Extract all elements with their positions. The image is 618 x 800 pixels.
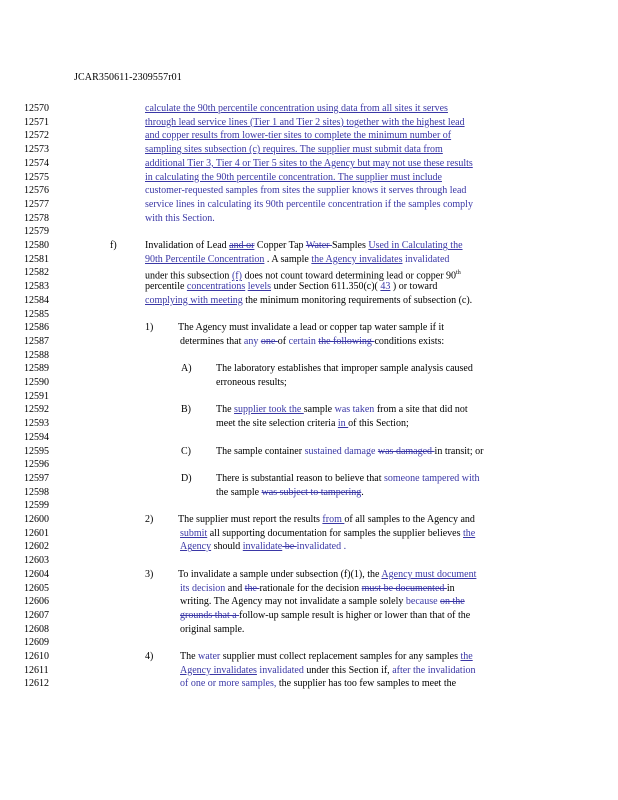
line-text xyxy=(180,527,475,541)
document-line xyxy=(0,664,618,678)
line-number: 12595 xyxy=(24,445,49,457)
line-number: 12578 xyxy=(24,212,49,224)
text-run: water xyxy=(198,651,221,662)
document-line xyxy=(0,417,618,431)
text-run: invalidated xyxy=(402,253,450,265)
line-number: 12570 xyxy=(24,103,49,114)
document-line xyxy=(0,403,618,417)
line-text xyxy=(178,568,476,582)
document-line xyxy=(0,472,618,486)
line-text xyxy=(145,253,449,267)
document-line xyxy=(0,445,618,459)
line-text xyxy=(145,239,463,253)
text-run: in calculating the 90th percentile concentration. The supplier must include xyxy=(145,171,442,183)
line-number: 12597 xyxy=(24,472,49,484)
text-run: all supporting documentation for samples the supplier believes xyxy=(207,527,464,539)
text-run: original sample. xyxy=(180,623,245,635)
line-text xyxy=(145,157,473,171)
line-text xyxy=(145,212,215,226)
document-line xyxy=(0,582,618,596)
line-number: 12611 xyxy=(24,664,49,676)
text-run: Agency must document xyxy=(381,568,477,580)
document-line xyxy=(0,184,618,198)
document-line xyxy=(0,335,618,349)
text-run: sample xyxy=(303,404,335,416)
text-run: concentrations xyxy=(186,281,246,293)
text-run: The sample container xyxy=(216,445,305,457)
line-number: 12591 xyxy=(24,390,49,402)
text-run: The xyxy=(180,651,199,662)
text-run: Copper Tap xyxy=(254,240,306,251)
item-label: 1) xyxy=(145,322,154,334)
document-line xyxy=(0,554,618,568)
line-text xyxy=(178,513,475,527)
document-line xyxy=(0,157,618,171)
text-run: certain xyxy=(288,335,316,347)
text-run: complying with meeting xyxy=(145,294,243,306)
line-number: 12579 xyxy=(24,226,49,238)
document-line xyxy=(0,568,618,582)
document-line xyxy=(0,212,618,226)
document-line xyxy=(0,280,618,294)
item-label: 3) xyxy=(145,568,154,580)
document-line xyxy=(0,623,618,637)
line-text xyxy=(180,335,444,349)
line-number: 12598 xyxy=(24,486,49,498)
item-label: C) xyxy=(181,445,191,457)
document-line xyxy=(0,362,618,376)
line-text xyxy=(216,472,480,486)
line-number: 12583 xyxy=(24,281,49,293)
line-number: 12589 xyxy=(24,363,49,375)
document-line xyxy=(0,527,618,541)
text-run: was taken xyxy=(334,404,375,416)
text-run: invalidated . xyxy=(296,541,347,553)
line-text xyxy=(145,143,443,157)
document-line xyxy=(0,499,618,513)
text-run: There is substantial reason to believe that xyxy=(216,472,385,484)
line-text xyxy=(145,198,473,212)
line-text xyxy=(216,376,287,390)
line-number: 12581 xyxy=(24,253,49,265)
text-run: from a site that did not xyxy=(374,404,468,416)
text-run: invalidated xyxy=(256,664,304,676)
line-number: 12608 xyxy=(24,623,49,635)
text-run: under this Section if, xyxy=(303,664,393,676)
line-number: 12600 xyxy=(24,514,49,525)
line-text xyxy=(216,403,468,417)
line-text xyxy=(180,677,456,691)
text-run: and or xyxy=(229,240,255,251)
line-number: 12586 xyxy=(24,322,49,334)
line-number: 12592 xyxy=(24,404,49,416)
document-line xyxy=(0,677,618,691)
document-line xyxy=(0,116,618,130)
line-text xyxy=(180,540,346,554)
text-run: writing. The Agency may not invalidate a sample solely xyxy=(180,596,406,608)
document-line xyxy=(0,376,618,390)
document-line xyxy=(0,321,618,335)
text-run: the following xyxy=(318,335,375,347)
line-text xyxy=(145,184,466,198)
text-run: of one or more samples, xyxy=(180,678,277,690)
line-number: 12609 xyxy=(24,637,49,649)
text-run: the xyxy=(244,582,260,594)
text-run: sustained damage xyxy=(304,445,376,457)
text-run: the xyxy=(460,651,473,662)
text-run: under this subsection xyxy=(145,270,232,282)
text-run: the xyxy=(463,527,476,539)
text-run: To invalidate a sample under subsection (f)(1), the xyxy=(178,568,382,580)
text-run: rationale for the decision xyxy=(259,582,362,594)
line-number: 12610 xyxy=(24,651,49,662)
text-run: in xyxy=(446,582,455,594)
text-run: 90th Percentile Concentration xyxy=(145,253,265,265)
text-run: was subject to tampering xyxy=(261,486,362,498)
line-text xyxy=(145,171,442,185)
text-run: Agency xyxy=(180,541,212,553)
line-number: 12605 xyxy=(24,582,49,594)
line-number: 12585 xyxy=(24,308,49,320)
document-line xyxy=(0,198,618,212)
document-line xyxy=(0,513,618,527)
text-run: The xyxy=(216,404,235,416)
text-run: erroneous results; xyxy=(216,377,287,388)
line-number: 12577 xyxy=(24,198,49,210)
text-run: supplier took the xyxy=(234,404,304,416)
text-run: th xyxy=(456,270,461,277)
document-line xyxy=(0,650,618,664)
text-run: through lead service lines (Tier 1 and Tier 2 sites) together with the highest lead xyxy=(145,116,465,128)
document-header: JCAR350611-2309557r01 xyxy=(74,72,182,83)
item-label: f) xyxy=(110,240,117,251)
text-run: customer-requested samples from sites the supplier knows it serves through lead xyxy=(145,185,467,197)
text-run: on the xyxy=(440,596,465,608)
line-number: 12602 xyxy=(24,541,49,553)
text-run: Invalidation of Lead xyxy=(145,240,230,251)
text-run: must be documented xyxy=(361,582,447,594)
text-run: follow-up sample result is higher or lower than that of the xyxy=(239,609,471,621)
text-run: one xyxy=(260,335,278,347)
text-run: determines that xyxy=(180,335,244,347)
text-run: (f) xyxy=(231,270,242,282)
line-text xyxy=(180,650,473,664)
line-number: 12607 xyxy=(24,609,49,621)
text-run: any xyxy=(243,335,259,347)
line-text xyxy=(216,362,473,376)
text-run: be xyxy=(282,541,297,553)
text-run: someone tampered with xyxy=(384,472,480,484)
line-number: 12594 xyxy=(24,431,49,443)
line-text xyxy=(216,486,364,500)
line-number: 12612 xyxy=(24,678,49,690)
item-label: 2) xyxy=(145,514,154,525)
document-line xyxy=(0,349,618,363)
text-run: submit xyxy=(180,527,208,539)
line-text xyxy=(145,129,451,143)
document-line xyxy=(0,102,618,116)
document-line xyxy=(0,540,618,554)
text-run: conditions exists: xyxy=(374,335,445,347)
text-run: in transit; or xyxy=(434,445,484,457)
line-text xyxy=(145,116,465,130)
document-line xyxy=(0,294,618,308)
line-number: 12601 xyxy=(24,527,49,539)
text-run: Agency invalidates xyxy=(180,664,257,676)
text-run: of this Section; xyxy=(348,418,409,430)
line-text xyxy=(178,321,444,335)
line-number: 12588 xyxy=(24,349,49,361)
line-number: 12584 xyxy=(24,294,49,306)
line-number: 12573 xyxy=(24,144,49,156)
text-run: . xyxy=(361,486,364,498)
line-number: 12571 xyxy=(24,116,49,128)
text-run: . A sample xyxy=(264,253,312,265)
text-run: from xyxy=(322,514,345,525)
document-line xyxy=(0,239,618,253)
line-number: 12580 xyxy=(24,240,49,251)
line-text xyxy=(145,294,472,308)
document-line xyxy=(0,308,618,322)
text-run: service lines in calculating its 90th percentile concentration if the samples comply xyxy=(145,198,473,210)
text-run: additional Tier 3, Tier 4 or Tier 5 sites to the Agency but may not use these results xyxy=(145,157,473,169)
text-run: 43 xyxy=(380,281,391,293)
text-run: grounds that a xyxy=(180,609,240,621)
line-number: 12572 xyxy=(24,130,49,142)
text-run: percentile xyxy=(145,281,187,293)
line-number: 12587 xyxy=(24,335,49,347)
text-run: The laboratory establishes that improper sample analysis caused xyxy=(216,363,473,375)
text-run: calculate the 90th percentile concentration using data from all sites it serves xyxy=(145,103,448,114)
text-run: of all samples to the Agency and xyxy=(344,514,475,525)
line-number: 12593 xyxy=(24,418,49,430)
line-number: 12604 xyxy=(24,568,49,580)
document-line xyxy=(0,225,618,239)
document-line xyxy=(0,253,618,267)
text-run: of xyxy=(277,335,289,347)
item-label: D) xyxy=(181,472,192,484)
text-run: its decision xyxy=(180,582,226,594)
text-run: under Section 611.350(c)( xyxy=(271,281,381,293)
item-label: 4) xyxy=(145,651,154,662)
text-run: Water xyxy=(305,240,332,251)
line-number: 12576 xyxy=(24,185,49,197)
text-run: the sample xyxy=(216,486,262,498)
text-run: after the invalidation xyxy=(392,664,476,676)
line-text xyxy=(180,609,470,623)
text-run: sampling sites subsection (c) requires. The supplier must submit data from xyxy=(145,144,443,156)
line-text xyxy=(180,623,244,637)
text-run: ) or toward xyxy=(390,281,438,293)
document-line xyxy=(0,171,618,185)
line-text xyxy=(180,595,465,609)
document-line xyxy=(0,636,618,650)
line-number: 12582 xyxy=(24,267,49,279)
text-run: the supplier has too few samples to meet the xyxy=(276,678,457,690)
line-text xyxy=(180,582,455,596)
text-run: because xyxy=(405,596,438,608)
text-run: Used in Calculating the xyxy=(368,240,463,251)
document-line xyxy=(0,129,618,143)
document-line xyxy=(0,609,618,623)
text-run: and copper results from lower-tier sites to complete the minimum number of xyxy=(145,130,452,142)
text-run: The supplier must report the results xyxy=(178,514,323,525)
item-label: B) xyxy=(181,404,191,416)
text-run: should xyxy=(211,541,243,553)
line-text xyxy=(145,102,448,116)
line-text xyxy=(216,417,409,431)
line-number: 12606 xyxy=(24,596,49,608)
document-line xyxy=(0,486,618,500)
document-line xyxy=(0,431,618,445)
line-number: 12590 xyxy=(24,377,49,388)
text-run: the Agency invalidates xyxy=(311,253,403,265)
text-run: meet the site selection criteria xyxy=(216,418,338,430)
text-run: with this Section. xyxy=(145,212,215,224)
text-run: supplier must collect replacement samples for any samples xyxy=(220,651,461,662)
line-text xyxy=(145,280,437,294)
line-number: 12599 xyxy=(24,500,49,512)
document-line xyxy=(0,595,618,609)
item-label: A) xyxy=(181,363,192,375)
text-run: Samples xyxy=(331,240,369,251)
line-number: 12596 xyxy=(24,459,49,471)
text-run: does not count toward determining lead or copper 90 xyxy=(241,270,457,282)
text-run: was damaged xyxy=(377,445,435,457)
text-run: invalidate xyxy=(242,541,283,553)
text-run: and xyxy=(225,582,245,594)
document-line xyxy=(0,390,618,404)
line-text xyxy=(216,445,483,459)
document-line xyxy=(0,143,618,157)
text-run: in xyxy=(337,418,349,430)
text-run: levels xyxy=(247,281,272,293)
line-number: 12574 xyxy=(24,157,49,169)
document-line xyxy=(0,458,618,472)
line-number: 12575 xyxy=(24,171,49,183)
line-number: 12603 xyxy=(24,555,49,567)
text-run: The Agency must invalidate a lead or copper tap water sample if it xyxy=(178,322,445,334)
text-run: the minimum monitoring requirements of subsection (c). xyxy=(242,294,473,306)
document-line xyxy=(0,266,618,280)
line-text xyxy=(180,664,476,678)
